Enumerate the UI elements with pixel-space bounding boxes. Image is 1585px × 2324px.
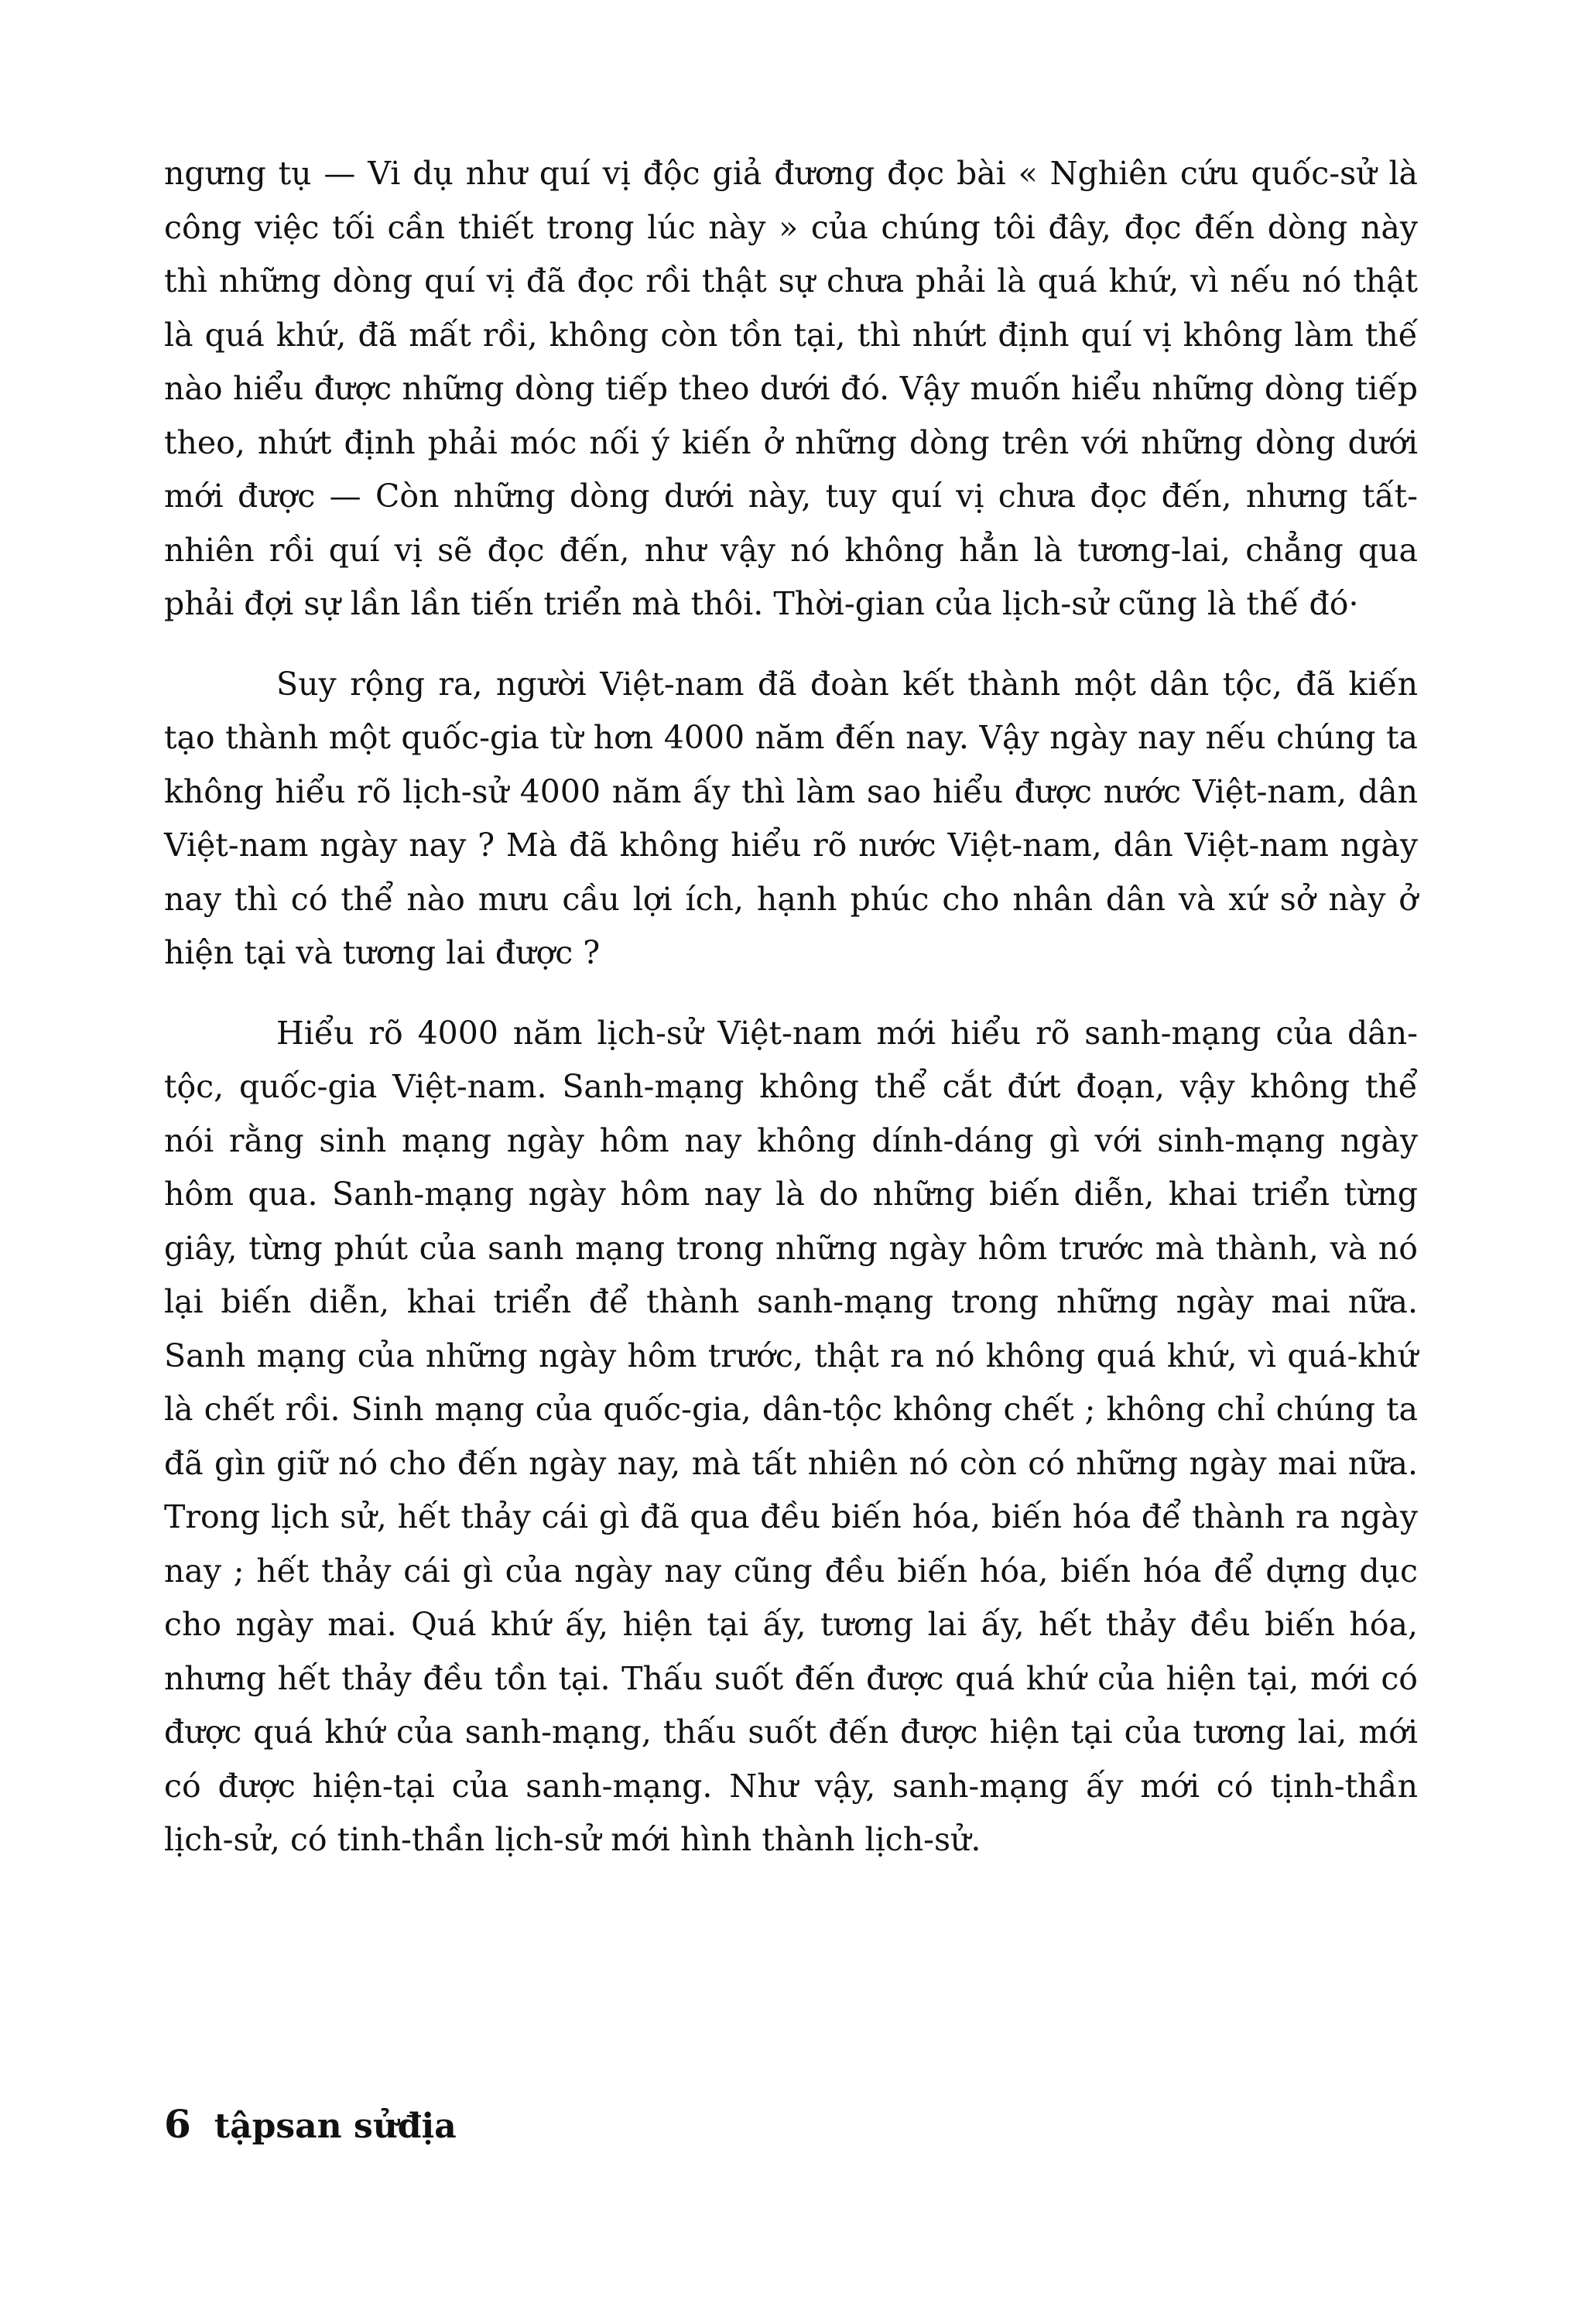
page-footer xyxy=(164,2101,457,2147)
paragraph-2: Suy rộng ra, người Việt-nam đã đoàn kết thành một dân tộc, đã kiến tạo thành một quốc-gia từ hơn 4000 năm đến nay. Vậy ngày nay nếu chúng ta không hiểu rõ lịch-sử 4000 năm ấy thì làm sao hiểu được nước Việt-nam, dân Việt-nam ngày nay ? Mà đã không hiểu rõ nước Việt-nam, dân Việt-nam ngày nay thì có thể nào mưu cầu lợi ích, hạnh phúc cho nhân dân và xứ sở này ở hiện tại và tương lai được ? xyxy=(164,665,1418,971)
paragraph-1: ngưng tụ — Vi dụ như quí vị độc giả đương đọc bài « Nghiên cứu quốc-sử là công việc tối cần thiết trong lúc này » của chúng tôi đây, đọc đến dòng này thì những dòng quí vị đã đọc rồi thật sự chưa phải là quá khứ, vì nếu nó thật là quá khứ, đã mất rồi, không còn tồn tại, thì nhứt định quí vị không làm thế nào hiểu được những dòng tiếp theo dưới đó. Vậy muốn hiểu những dòng tiếp theo, nhứt định phải móc nối ý kiến ở những dòng trên với những dòng dưới mới được — Còn những dòng dưới này, tuy quí vị chưa đọc đến, nhưng tất-nhiên rồi quí vị sẽ đọc đến, như vậy nó không hẳn là tương-lai, chẳng qua phải đợi sự lần lần tiến triển mà thôi. Thời-gian của lịch-sử cũng là thế đó· xyxy=(164,155,1418,622)
publication-name: tậpsan sửđịa xyxy=(214,2107,457,2146)
paragraph-3: Hiểu rõ 4000 năm lịch-sử Việt-nam mới hiểu rõ sanh-mạng của dân-tộc, quốc-gia Việt-nam. Sanh-mạng không thể cắt đứt đoạn, vậy không thể nói rằng sinh mạng ngày hôm nay không dính-dáng gì với sinh-mạng ngày hôm qua. Sanh-mạng ngày hôm nay là do những biến diễn, khai triển từng giây, từng phút của sanh mạng trong những ngày hôm trước mà thành, và nó lại biến diễn, khai triển để thành sanh-mạng trong những ngày mai nữa. Sanh mạng của những ngày hôm trước, thật ra nó không quá khứ, vì quá-khứ là chết rồi. Sinh mạng của quốc-gia, dân-tộc không chết ; không chỉ chúng ta đã gìn giữ nó cho đến ngày nay, mà tất nhiên nó còn có những ngày mai nữa. Trong lịch sử, hết thảy cái gì đã qua đều biến hóa, biến hóa để thành ra ngày nay ; hết thảy cái gì của ngày nay cũng đều biến hóa, biến hóa để dựng dục cho ngày mai. Quá khứ ấy, hiện tại ấy, tương lai ấy, hết thảy đều biến hóa, nhưng hết thảy đều tồn tại. Thấu suốt đến được quá khứ của hiện tại, mới có được quá khứ của sanh-mạng, thấu suốt đến được hiện tại của tương lai, mới có được hiện-tại của sanh-mạng. Như vậy, sanh-mạng ấy mới có tịnh-thần lịch-sử, có tinh-thần lịch-sử mới hình thành lịch-sử. xyxy=(164,1014,1418,1858)
body-text xyxy=(164,147,1418,1867)
page-number: 6 xyxy=(164,2101,191,2147)
